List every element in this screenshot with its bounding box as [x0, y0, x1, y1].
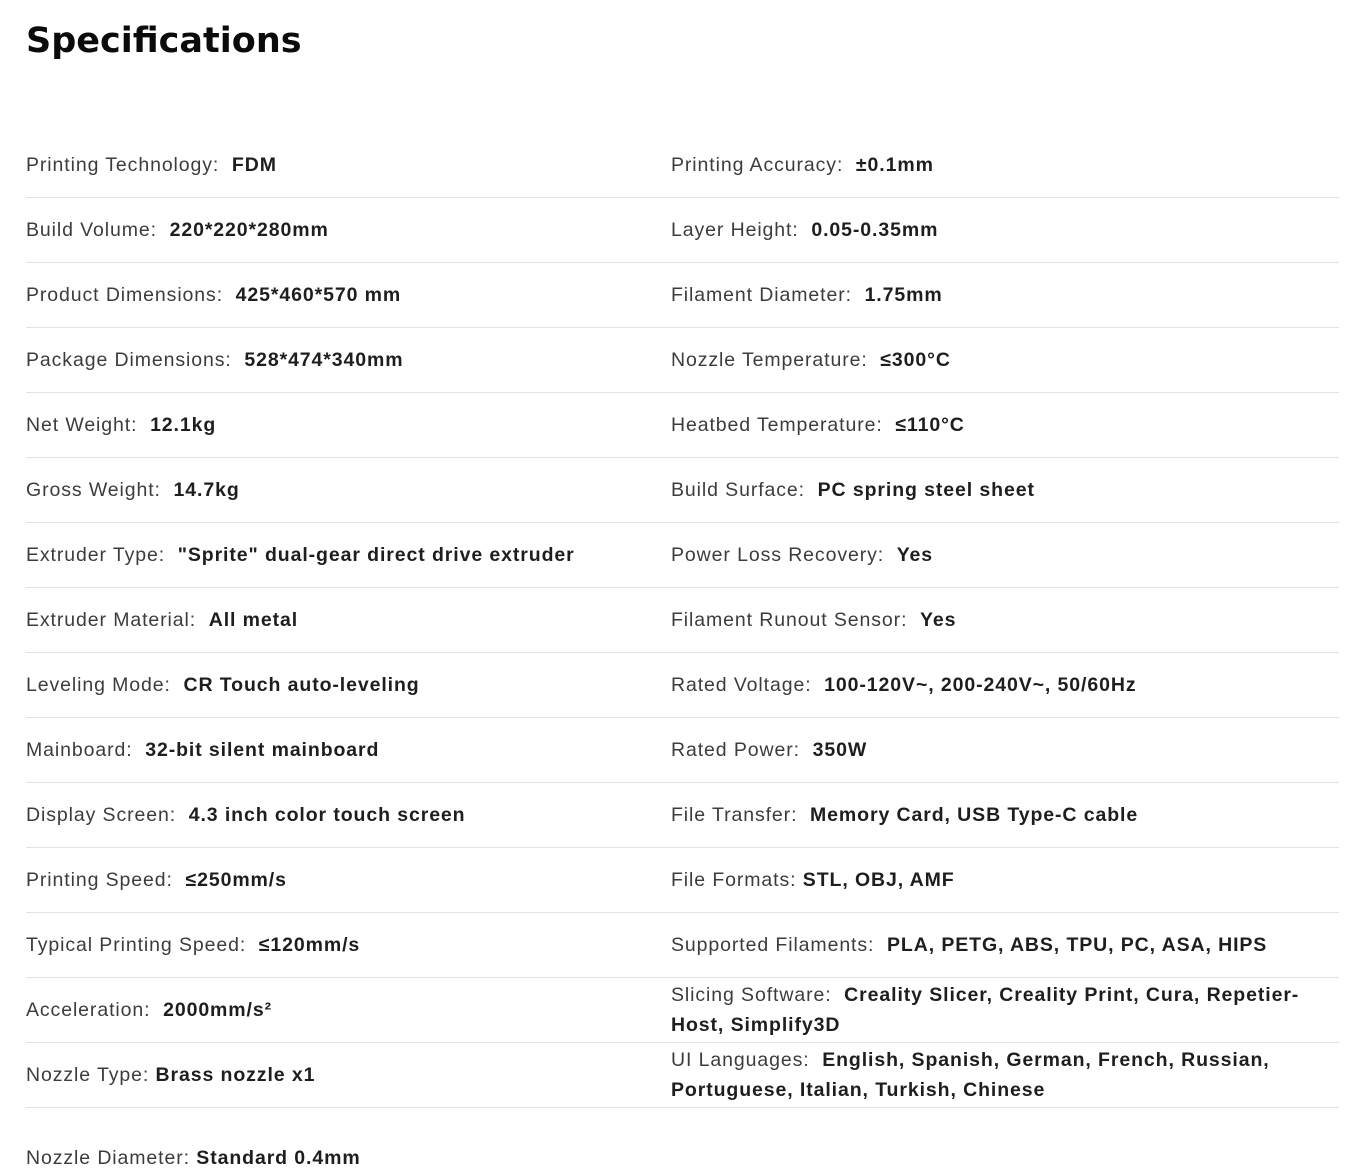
spec-label: Display Screen:	[26, 804, 177, 826]
spec-row-file-transfer	[671, 783, 1339, 848]
spec-value: All metal	[208, 609, 299, 631]
spec-row-build-volume	[26, 198, 671, 263]
spec-value: ≤300°C	[880, 349, 951, 371]
spec-row-nozzle-temperature	[671, 328, 1339, 393]
spec-value: 12.1kg	[150, 414, 217, 436]
spec-label: Filament Diameter:	[671, 284, 852, 306]
spec-row-net-weight	[26, 393, 671, 458]
spec-label: Heatbed Temperature:	[671, 414, 883, 436]
spec-label: File Formats:	[671, 869, 797, 891]
spec-row-heatbed-temperature	[671, 393, 1339, 458]
spec-label: Package Dimensions:	[26, 349, 232, 371]
spec-label: File Transfer:	[671, 804, 798, 826]
spec-value: STL, OBJ, AMF	[802, 869, 955, 891]
spec-label: UI Languages:	[671, 1049, 810, 1071]
spec-row-filament-runout-sensor	[671, 588, 1339, 653]
spec-value: Brass nozzle x1	[155, 1064, 316, 1086]
spec-value: 2000mm/s²	[163, 999, 272, 1021]
spec-value: "Sprite" dual-gear direct drive extruder	[177, 544, 575, 566]
spec-label: Slicing Software:	[671, 984, 832, 1006]
spec-label: Nozzle Type:	[26, 1064, 150, 1086]
specs-table	[26, 133, 1339, 1173]
spec-row-printing-speed	[26, 848, 671, 913]
spec-value: ≤250mm/s	[185, 869, 287, 891]
spec-value: 100-120V~, 200-240V~, 50/60Hz	[824, 674, 1137, 696]
spec-label: Filament Runout Sensor:	[671, 609, 908, 631]
spec-value: PC spring steel sheet	[817, 479, 1035, 501]
spec-value: 0.05-0.35mm	[811, 219, 939, 241]
page-title: Specifications	[26, 21, 302, 61]
spec-value: 528*474*340mm	[244, 349, 404, 371]
spec-label: Rated Power:	[671, 739, 800, 761]
spec-label: Gross Weight:	[26, 479, 161, 501]
spec-row-rated-power	[671, 718, 1339, 783]
spec-value: 425*460*570 mm	[235, 284, 402, 306]
spec-row-build-surface	[671, 458, 1339, 523]
spec-value: 32-bit silent mainboard	[145, 739, 380, 761]
spec-value: ≤110°C	[895, 414, 965, 436]
spec-row-nozzle-type	[26, 1043, 671, 1108]
spec-value: Yes	[920, 609, 957, 631]
spec-row-printing-technology	[26, 133, 671, 198]
spec-label: Mainboard:	[26, 739, 133, 761]
spec-value: FDM	[231, 154, 277, 176]
spec-label: Build Volume:	[26, 219, 157, 241]
spec-row-mainboard	[26, 718, 671, 783]
spec-label: Rated Voltage:	[671, 674, 812, 696]
spec-row-display-screen	[26, 783, 671, 848]
spec-label: Nozzle Temperature:	[671, 349, 868, 371]
spec-label: Printing Technology:	[26, 154, 220, 176]
spec-row-leveling-mode	[26, 653, 671, 718]
spec-row-extruder-material	[26, 588, 671, 653]
spec-value: Yes	[896, 544, 934, 566]
spec-row-product-dimensions	[26, 263, 671, 328]
spec-row-gross-weight	[26, 458, 671, 523]
spec-value: CR Touch auto-leveling	[183, 674, 420, 696]
spec-value: ≤120mm/s	[258, 934, 361, 956]
spec-label: Layer Height:	[671, 219, 799, 241]
spec-label: Product Dimensions:	[26, 284, 224, 306]
spec-value: 1.75mm	[864, 284, 943, 306]
spec-label: Typical Printing Speed:	[26, 934, 247, 956]
spec-label: Net Weight:	[26, 414, 138, 436]
spec-label: Leveling Mode:	[26, 674, 171, 696]
spec-label: Acceleration:	[26, 999, 151, 1021]
spec-value: 4.3 inch color touch screen	[188, 804, 466, 826]
spec-row-layer-height	[671, 198, 1339, 263]
spec-row-rated-voltage	[671, 653, 1339, 718]
spec-value: Memory Card, USB Type-C cable	[810, 804, 1139, 826]
spec-row-file-formats	[671, 848, 1339, 913]
spec-label: Power Loss Recovery:	[671, 544, 885, 566]
spec-row-filament-diameter	[671, 263, 1339, 328]
spec-value: 220*220*280mm	[169, 219, 329, 241]
spec-label: Build Surface:	[671, 479, 805, 501]
spec-value: ±0.1mm	[855, 154, 934, 176]
spec-value: Standard 0.4mm	[196, 1147, 361, 1169]
spec-row-ui-languages	[671, 1043, 1339, 1108]
spec-label: Extruder Material:	[26, 609, 197, 631]
spec-row-power-loss-recovery	[671, 523, 1339, 588]
spec-value: PLA, PETG, ABS, TPU, PC, ASA, HIPS	[887, 934, 1268, 956]
spec-row-supported-filaments	[671, 913, 1339, 978]
spec-row-package-dimensions	[26, 328, 671, 393]
spec-row-slicing-software	[671, 978, 1339, 1043]
spec-value: 350W	[812, 739, 868, 761]
spec-label: Supported Filaments:	[671, 934, 875, 956]
spec-label: Extruder Type:	[26, 544, 166, 566]
spec-value: Creality Slicer, Creality Print, Cura, Repetier-Host, Simplify3D	[671, 984, 1300, 1036]
spec-label: Nozzle Diameter:	[26, 1147, 190, 1169]
spec-value: 14.7kg	[173, 479, 240, 501]
spec-label: Printing Speed:	[26, 869, 173, 891]
spec-value: English, Spanish, German, French, Russian, Portuguese, Italian, Turkish, Chinese	[671, 1049, 1270, 1101]
spec-label: Printing Accuracy:	[671, 154, 844, 176]
spec-row-acceleration	[26, 978, 671, 1043]
spec-row-nozzle-diameter	[26, 1108, 671, 1173]
spec-row-typical-printing-speed	[26, 913, 671, 978]
spec-row-printing-accuracy	[671, 133, 1339, 198]
spec-row-extruder-type	[26, 523, 671, 588]
